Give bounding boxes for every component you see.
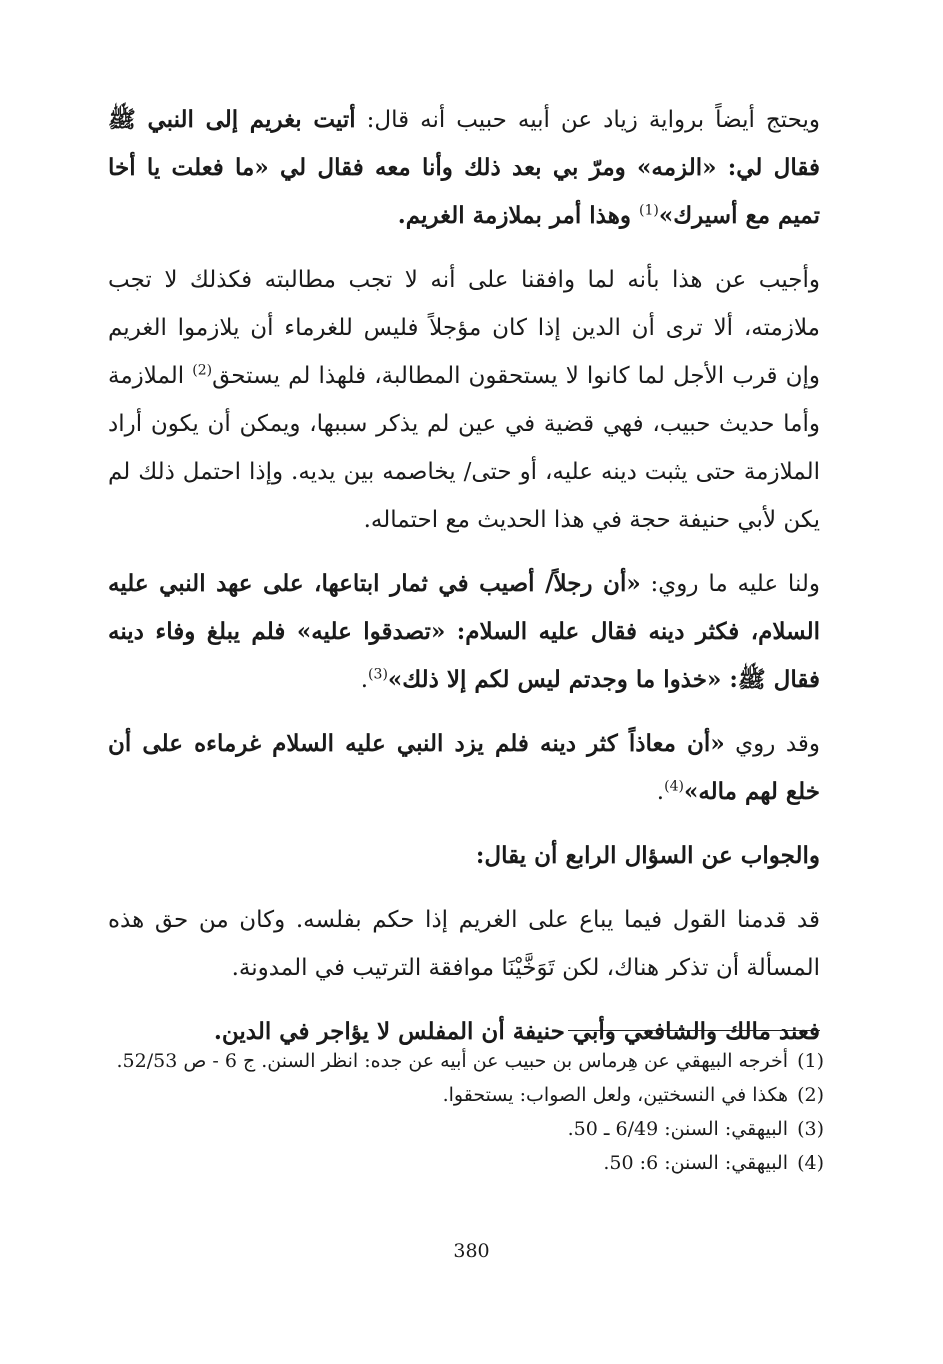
paragraph-p3 [108, 560, 820, 704]
paragraph-text: وأجيب عن هذا بأنه لما وافقنا على أنه لا تجب مطالبته فكذلك لا تجب ملازمته، ألا ترى أن الدين إذا كان مؤجلاً فليس للغرماء أن يلازموا الغريم وإن قرب الأجل لما كانوا لا يستحقون المطالبة، فلهذا لم يستحق [108, 267, 820, 389]
footnote-number: (3) [797, 1118, 824, 1140]
paragraph-text: فعند مالك والشافعي وأبي حنيفة أن المفلس لا يؤاجر في الدين. [213, 1018, 820, 1045]
footnote-separator [568, 1030, 820, 1031]
paragraph-p4 [108, 720, 820, 816]
paragraph-text: ويحتج أيضاً برواية زياد عن أبيه حبيب أنه قال: [355, 107, 820, 133]
page-number: 380 [453, 1240, 490, 1262]
footnote-text: هكذا في النسختين، ولعل الصواب: يستحقوا. [442, 1084, 788, 1106]
footnote-reference: (1) [638, 202, 659, 219]
footnote-reference: (2) [192, 362, 213, 379]
footnote-text: البيهقي: السنن: 6/49 ـ 50. [567, 1118, 788, 1140]
footnote-reference: (4) [664, 778, 684, 795]
paragraph-text: «أن معاذاً كثر دينه فلم يزد النبي عليه السلام غرماءه على أن خلع لهم ماله» [108, 730, 820, 805]
paragraph-text: وهذا أمر بملازمة الغريم. [397, 202, 639, 229]
paragraph-text: والجواب عن السؤال الرابع أن يقال: [475, 842, 820, 869]
paragraph-text: الملازمة وأما حديث حبيب، فهي قضية في عين لم يذكر سببها، ويمكن أن يكون أراد الملازمة حتى يثبت دينه عليه، أو حتى/ يخاصمه بين يديه. وإذا احتمل ذلك لم يكن لأبي حنيفة حجة في هذا الحديث مع احتماله. [108, 363, 820, 533]
footnote-number: (1) [797, 1050, 824, 1072]
paragraph-text: وقد روي [724, 731, 820, 757]
paragraph-text: أتيت بغريم إلى النبي ﷺ فقال لي: «الزمه» ومرّ بي بعد ذلك وأنا معه فقال لي «ما فعلت يا أخا تميم مع أسيرك» [108, 106, 820, 229]
footnote-number: (4) [797, 1152, 824, 1174]
paragraph-p6 [108, 896, 820, 992]
footnote-text: أخرجه البيهقي عن هِرماس بن حبيب عن أبيه عن جده: انظر السنن. ج 6 - ص 52/53. [116, 1050, 788, 1072]
page-body [108, 96, 820, 1072]
footnote-reference: (3) [368, 666, 388, 683]
paragraph-text: قد قدمنا القول فيما يباع على الغريم إذا حكم بفلسه. وكان من حق هذه المسألة أن تذكر هناك، لكن تَوَخَّيْنَا موافقة الترتيب في المدونة. [108, 907, 820, 981]
paragraph-text: . [360, 667, 369, 693]
paragraph-p1 [108, 96, 820, 240]
paragraph-text: «أن رجلاً/ أصيب في ثمار ابتاعها، على عهد النبي عليه السلام، فكثر دينه فقال عليه السلام: «تصدقوا عليه» فلم يبلغ وفاء دينه فقال ﷺ: «خذوا ما وجدتم ليس لكم إلا ذلك» [108, 570, 820, 693]
footnote-text: البيهقي: السنن: 6: 50. [603, 1152, 788, 1174]
footnote-item [100, 1112, 824, 1146]
footnote-item [100, 1146, 824, 1180]
footnotes [100, 1044, 824, 1180]
paragraph-p2 [108, 256, 820, 544]
footnote-number: (2) [797, 1084, 824, 1106]
footnote-item [100, 1044, 824, 1078]
paragraph-text: ولنا عليه ما روي: [640, 571, 820, 597]
paragraph-text: . [656, 779, 665, 805]
paragraph-p5 [108, 832, 820, 880]
footnote-item [100, 1078, 824, 1112]
